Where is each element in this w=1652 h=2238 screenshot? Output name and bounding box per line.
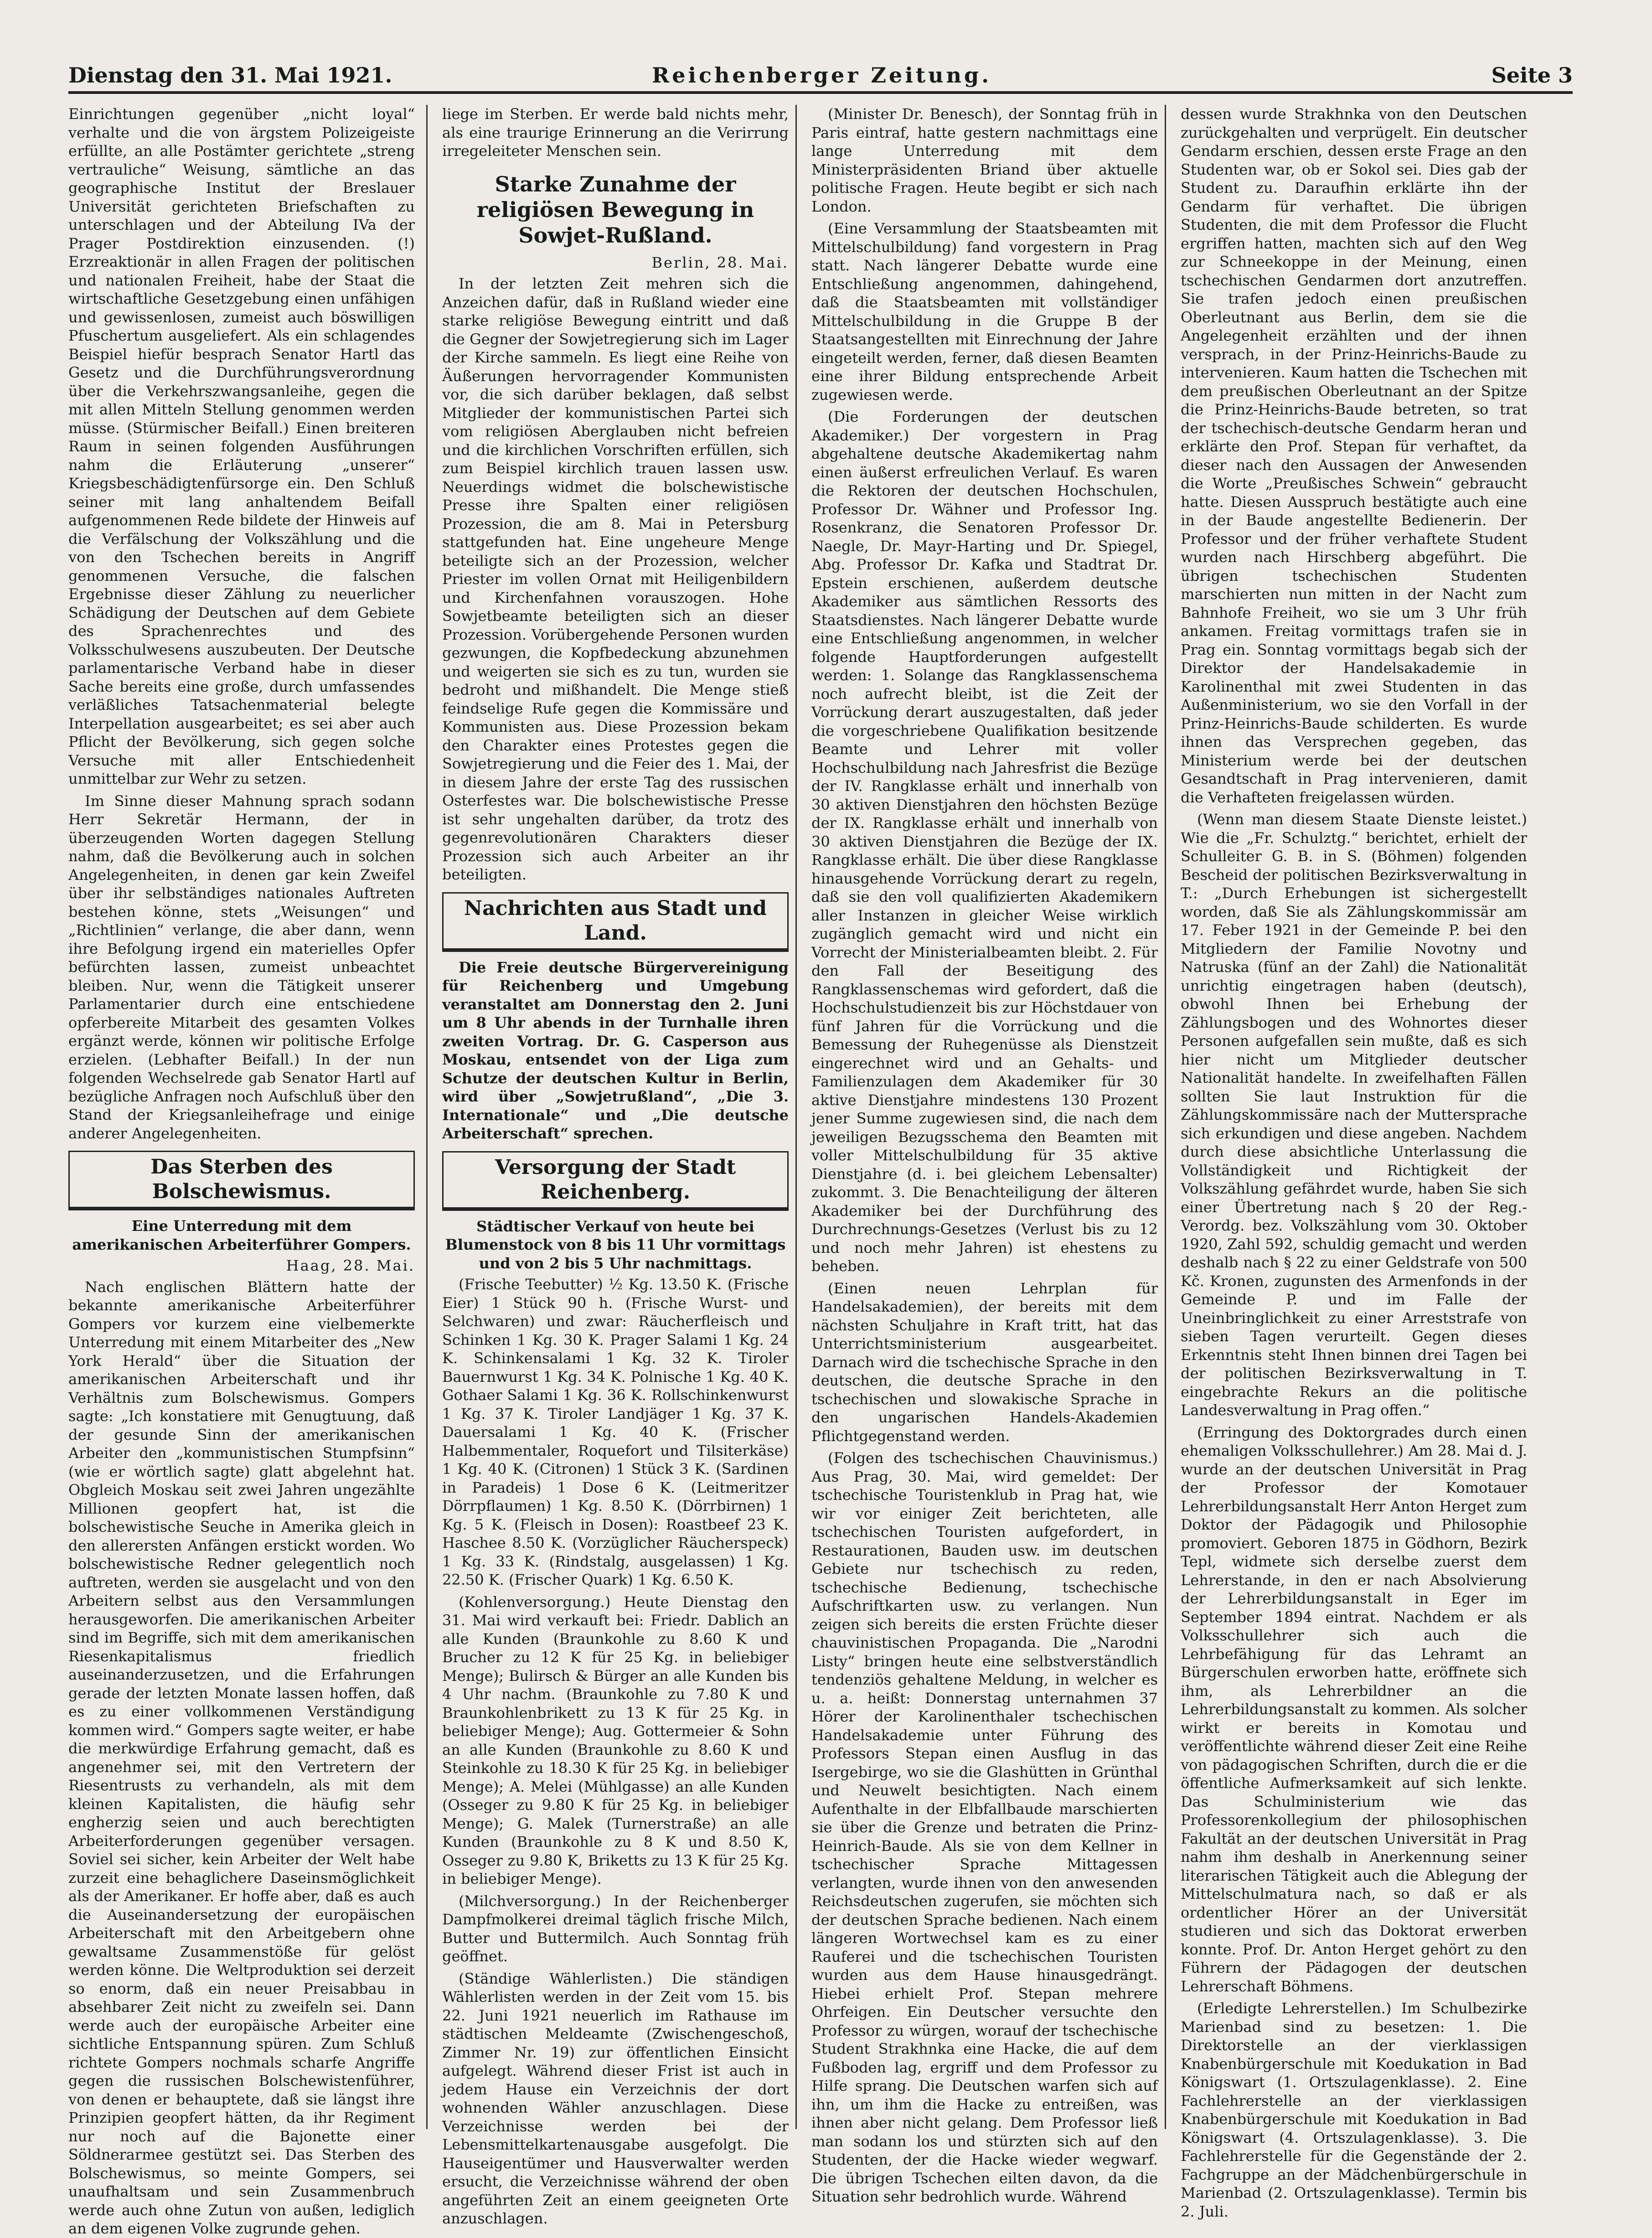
page-header — [68, 55, 1573, 94]
article-paragraph: Nach englischen Blättern hatte der bekannte amerikanische Arbeiterführer Gompers vor kurzem eine vielbemerkte Unterredung mit einem Mitarbeiter des „New York Herald“ über die Situation der amerikanischen Arbeiterschaft und ihr Verhältnis zum Bolschewismus. Gompers sagte: „Ich konstatiere mit Genugtuung, daß der gesunde Sinn der amerikanischen Arbeiter den „kommunistischen Stumpfsinn“ (wie er wörtlich sagte) glatt abgelehnt hat. Obgleich Moskau seit zwei Jahren ungezählte Millionen geopfert hat, ist die bolschewistische Seuche in Amerika gleich in den allerersten Anfängen erstickt worden. Wo bolschewistische Redner gelegentlich noch auftreten, werden sie ausgelacht und von den Arbeitern selbst aus den Versammlungen herausgeworfen. Die amerikanischen Arbeiter sind im Begriffe, sich mit dem amerikanischen Riesenkapitalismus friedlich auseinanderzusetzen, und die Erfahrungen gerade der letzten Monate lassen hoffen, daß es zu einer vollkommenen Verständigung kommen wird.“ Gompers sagte weiter, er habe die merkwürdige Erfahrung gemacht, daß es angenehmer sei, mit den Vertretern der Riesentrusts zu verhandeln, als mit dem kleinen Kapitalisten, die häufig sehr engherzig seien und auch berechtigten Arbeiterforderungen gegenüber versagen. Soviel sei sicher, kein Arbeiter der Welt habe zurzeit eine behaglichere Daseinsmöglichkeit als der Amerikaner. Er hoffe aber, daß es auch die Auseinandersetzung der europäischen Arbeiterschaft mit den Arbeitgebern ohne gewaltsame Zusammenstöße für gelöst werden könne. Die Weltproduktion sei derzeit so enorm, daß ein neuer Preisabbau in absehbarer Zeit nicht zu zweifeln sei. Dann werde auch der europäische Arbeiter eine sichtliche Entspannung spüren. Zum Schluß richtete Gompers nochmals scharfe Angriffe gegen die russischen Bolschewistenführer, von denen er behauptete, daß sie längst ihre Prinzipien geopfert hätten, da ihr Regiment nur noch auf die Bajonette einer Söldnerarmee gestützt sei. Das Sterben des Bolschewismus, so meinte Gompers, sei unaufhaltsam und sein Zusammenbruch werde auch ohne Zutun von außen, lediglich an dem eigenen Volke zugrunde gehen. — [68, 1278, 415, 2237]
article-paragraph: (Einen neuen Lehrplan für Handelsakademien), der bereits mit dem nächsten Schuljahre in Kraft tritt, hat das Unterrichtsministerium ausgearbeitet. Darnach wird die tschechische Sprache in den deutschen, die deutsche Sprache in den tschechischen und slowakische Sprache in den ungarischen Handels-Akademien Pflichtgegenstand werden. — [811, 1279, 1158, 1445]
dateline: Haag, 28. Mai. — [286, 1257, 415, 1274]
section-heading: Das Sterben des Bolschewismus. — [68, 1151, 415, 1210]
article-subheading: Städtischer Verkauf von heute bei Blumenstock von 8 bis 11 Uhr vormittags und von 2 bis 5 Uhr nachmittags. — [445, 1217, 786, 1272]
article-paragraph: dessen wurde Strakhnka von den Deutschen zurückgehalten und verprügelt. Ein deutscher Gendarm erschien, dessen erste Frage an den Studenten war, ob er Sokol sei. Dies gab der Student zu. Daraufhin erklärte ihn der Gendarm für verhaftet. Die übrigen Studenten, die mit dem Professor die Flucht ergriffen hatten, machten sich auf den Weg zur Schneekoppe in der Meinung, einen tschechischen Gendarmen dort anzutreffen. Sie trafen jedoch einen preußischen Oberleutnant aus Berlin, dem sie die Angelegenheit erzählten und der ihnen versprach, in der Prinz-Heinrichs-Baude zu intervenieren. Kaum hatten die Tschechen mit dem preußischen Oberleutnant an der Spitze die Prinz-Heinrichs-Baude betreten, so trat der tschechisch-deutsche Gendarm heran und erklärte den Prof. Stepan für verhaftet, da dieser nach den Aussagen der Anwesenden die Worte „Preußisches Schwein“ gebraucht hatte. Diesen Ausspruch bestätigte auch eine in der Baude angestellte Bedienerin. Der Professor und der früher verhaftete Student wurden nach Hirschberg abgeführt. Die übrigen tschechischen Studenten marschierten nun mitten in der Nacht zum Bahnhofe Freiheit, wo sie um 3 Uhr früh ankamen. Freitag vormittags trafen sie in Prag ein. Sonntag vormittags begab sich der Direktor der Handelsakademie in Karolinenthal mit zwei Studenten in das Außenministerium, wo sie den Vorfall in der Prinz-Heinrichs-Baude schilderten. Es wurde ihnen das Versprechen gegeben, das Ministerium werde bei der deutschen Gesandtschaft in Prag intervenieren, damit die Verhafteten freigelassen würden. — [1181, 105, 1527, 806]
page-number: Seite 3 — [1491, 63, 1573, 88]
column-divider — [426, 105, 428, 2129]
dateline: Berlin, 28. Mai. — [651, 253, 789, 271]
article-paragraph: (Wenn man diesem Staate Dienste leistet.) Wie die „Fr. Schulztg.“ berichtet, erhielt der Schulleiter G. B. in S. (Böhmen) folgenden Bescheid der politischen Bezirksverwaltung in T.: „Durch Erhebungen ist sichergestellt worden, daß Sie als Zählungskommissär am 17. Feber 1921 in der Gemeinde P. bei den Mitgliedern der Familie Novotny und Natruska (fünf an der Zahl) die Nationalität unrichtig eingetragen haben (deutsch), obwohl Ihnen bei Erhebung der Zählungsbogen und des Wohnortes dieser Personen aufgefallen sein mußte, daß es sich hier nicht um Mitglieder deutscher Nationalität handelte. In zweifelhaften Fällen sollten Sie laut Instruktion für die Zählungskommissäre nach der Muttersprache sich erkundigen und diese angeben. Nachdem durch diese absichtliche Unterlassung die Vollständigkeit und Richtigkeit der Volkszählung gefährdet wurde, haben Sie sich einer Übertretung nach § 20 der Reg.-Verordg. bez. Volkszählung vom 30. Oktober 1920, Zahl 592, schuldig gemacht und werden deshalb nach § 22 zu einer Geldstrafe von 500 Kč. Kronen, zugunsten des Armenfonds in der Gemeinde P. und im Falle der Uneinbringlichkeit zu einer Arreststrafe von sieben Tagen verurteilt. Gegen dieses Erkenntnis steht Ihnen binnen drei Tagen bei der politischen Bezirksverwaltung in T. eingebrachte Rekurs an die politische Landesverwaltung in Prag offen.“ — [1181, 811, 1527, 1419]
section-heading: Versorgung der Stadt Reichenberg. — [442, 1151, 789, 1211]
article-paragraph: (Folgen des tschechischen Chauvinismus.) Aus Prag, 30. Mai, wird gemeldet: Der tschechische Touristenklub in Prag hat, wie wir vor einiger Zeit berichteten, alle tschechischen Touristen aufgefordert, in Restaurationen, Bauden usw. im deutschen Gebiete nur tschechisch zu reden, tschechische Bedienung, tschechische Aufschriftkarten usw. zu verlangen. Nun zeigen sich bereits die ersten Früchte dieser chauvinistischen Propaganda. Die „Narodni Listy“ bringen heute eine selbstverständlich tendenziös gehaltene Meldung, in welcher es u. a. heißt: Donnerstag unternahmen 37 Hörer der Karolinenthaler tschechischen Handelsakademie unter Führung des Professors Stepan einen Ausflug in das Isergebirge, wo sie die Glashütten in Grünthal und Neuwelt besichtigten. Nach einem Aufenthalte in der Elbfallbaude marschierten sie über die Grenze und betraten die Prinz-Heinrich-Baude. Als sie von dem Kellner in tschechischer Sprache Mittagessen verlangten, wurde ihnen von den anwesenden Reichsdeutschen zugerufen, sie möchten sich der deutschen Sprache bedienen. Nach einem längeren Wortwechsel kam es zu einer Rauferei und die tschechischen Touristen wurden aus dem Hause hinausgedrängt. Hiebei erhielt Prof. Stepan mehrere Ohrfeigen. Ein Deutscher versuchte den Professor zu würgen, worauf der tschechische Student Strakhnka eine Hacke, die auf dem Fußboden lag, ergriff und dem Professor zu Hilfe sprang. Die Deutschen warfen sich auf ihn, um ihm die Hacke zu entreißen, was ihnen aber nicht gelang. Dem Professor ließ man sodann los und stürzten sich auf den Studenten, der die Hacke wieder wegwarf. Die übrigen Tschechen eilten davon, da die Situation sehr bedrohlich wurde. Während — [811, 1449, 1158, 2205]
article-paragraph: (Frische Teebutter) ½ Kg. 13.50 K. (Frische Eier) 1 Stück 90 h. (Frische Wurst- und Selchwaren) und zwar: Räucherfleisch und Schinken 1 Kg. 30 K. Prager Salami 1 Kg. 24 K. Schinkensalami 1 Kg. 32 K. Tiroler Bauernwurst 1 Kg. 34 K. Polnische 1 Kg. 40 K. Gothaer Salami 1 Kg. 36 K. Rollschinkenwurst 1 Kg. 37 K. Tiroler Landjäger 1 Kg. 37 K. Dauersalami 1 Kg. 40 K. (Frischer Halbemmentaler, Roquefort und Tilsiterkäse) 1 Kg. 40 K. (Citronen) 1 Stück 3 K. (Sardinen in Paradeis) 1 Dose 6 K. (Leitmeritzer Dörrpflaumen) 1 Kg. 8.50 K. (Dörrbirnen) 1 Kg. 5 K. (Fleisch in Dosen): Roastbeef 23 K. Haschee 8.50 K. (Vorzüglicher Räucherspeck) 1 Kg. 33 K. (Rindstalg, ausgelassen) 1 Kg. 22.50 K. (Frischer Quark) 1 Kg. 6.50 K. — [442, 1276, 789, 1588]
article-paragraph: (Die Forderungen der deutschen Akademiker.) Der vorgestern in Prag abgehaltene deutsche Akademikertag nahm einen äußerst erfreulichen Verlauf. Es waren die Rektoren der deutschen Hochschulen, Professor Dr. Wähner und Professor Ing. Rosenkranz, die Senatoren Professor Dr. Naegle, Dr. Mayr-Harting und Dr. Spiegel, Abg. Professor Dr. Kafka und Stadtrat Dr. Epstein erschienen, außerdem deutsche Akademiker aus sämtlichen Ressorts des Staatsdienstes. Nach längerer Debatte wurde eine Entschließung angenommen, in welcher folgende Hauptforderungen aufgestellt werden: 1. Solange das Rangklassenschema noch aufrecht bleibt, ist die Zeit der Vorrückung derart auszugestalten, daß jeder die vorgeschriebene Qualifikation besitzende Beamte und Lehrer mit voller Hochschulbildung nach Jahresfrist die Bezüge der IV. Rangklasse erhält und innerhalb von 30 aktiven Dienstjahren den höchsten Bezüge der IX. Rangklasse erhält und innerhalb von 30 aktiven Dienstjahren die Bezüge der IX. Rangklasse erhält. Die über diese Rangklasse hinausgehende Vorrückung derart zu regeln, daß sie den voll qualifizierten Akademikern aller Instanzen in gleicher Weise wirklich zugänglich gemacht wird und nicht ein Vorrecht der Ministerialbeamten bleibt. 2. Für den Fall der Beseitigung des Rangklassenschemas wird gefordert, daß die Hochschulstudienzeit bis zur Höchstdauer von fünf Jahren für die Vorrückung und die Bemessung der Ruhegenüsse als Dienstzeit eingerechnet wird und an Gehalts- und Familienzulagen dem Akademiker für 30 aktive Dienstjahre mindestens 130 Prozent jener Summe zugewiesen sind, die nach dem jeweiligen Bezugsschema den Beamten mit voller Mittelschulbildung für 35 aktive Dienstjahre (d. i. bei gleichem Lebensalter) zukommt. 3. Die Benachteiligung der älteren Akademiker bei der Durchführung des Durchrechnungs-Gesetzes (Verlust bis zu 12 und noch mehr Jahren) ist ehestens zu beheben. — [811, 408, 1158, 1275]
column-1 — [68, 105, 415, 2237]
article-paragraph: Die Freie deutsche Bürgervereinigung für Reichenberg und Umgebung veranstaltet am Donnerstag den 2. Juni um 8 Uhr abends in der Turnhalle ihren zweiten Vortrag. Dr. G. Casperson aus Moskau, entsendet von der Liga zum Schutze der deutschen Kultur in Berlin, wird über „Sowjetrußland“, „Die 3. Internationale“ und „Die deutsche Arbeiterschaft“ sprechen. — [442, 958, 789, 1142]
article-paragraph: (Milchversorgung.) In der Reichenberger Dampfmolkerei dreimal täglich frische Milch, Butter und Buttermilch. Auch Sonntag früh geöffnet. — [442, 1892, 789, 1965]
article-paragraph: Einrichtungen gegenüber „nicht loyal“ verhalte und die von ärgstem Polizeigeiste erfüllte, an alle Postämter gerichtete „streng vertrauliche“ Weisung, sämtliche an das geographische Institut der Breslauer Universität gerichteten Briefschaften zu unterschlagen und der Abteilung IVa der Prager Postdirektion einzusenden. (!) Erzreaktionär in allen Fragen der politischen und nationalen Freiheit, habe der Staat die wirtschaftliche Gesetzgebung einen unfähigen und gewissenlosen, zumeist auch böswilligen Pfuschertum ausgeliefert. Als ein schlagendes Beispiel hiefür besprach Senator Hartl das Gesetz und die Durchführungsverordnung über die Verkehrszwangsanleihe, gegen die mit allen Mitteln Stellung genommen werden müsse. (Stürmischer Beifall.) Einen breiteren Raum in seinen folgenden Ausführungen nahm die Erläuterung „unserer“ Kriegsbeschädigtenfürsorge ein. Den Schluß seiner mit lang anhaltendem Beifall aufgenommenen Rede bildete der Hinweis auf die Verfälschung der Volkszählung und die von den Tschechen bereits in Angriff genommenen Versuche, die falschen Ergebnisse dieser Zählung zu neuerlicher Schädigung der Deutschen auf dem Gebiete des Sprachenrechtes und des Volksschulwesens auszubeuten. Der Deutsche parlamentarische Verband habe in dieser Sache bereits eine große, durch umfassendes verläßliches Tatsachenmaterial belegte Interpellation ausgearbeitet; es sei aber auch Pflicht der Bevölkerung, sich gegen solche Versuche mit aller Entschiedenheit unmittelbar zur Wehr zu setzen. — [68, 105, 415, 787]
article-paragraph: In der letzten Zeit mehren sich die Anzeichen dafür, daß in Rußland wieder eine starke religiöse Bewegung eintritt und daß die Gegner der Sowjetregierung sich im Lager der Kirche sammeln. Es liegt eine Reihe von Äußerungen hervorragender Kommunisten vor, die sich darüber beklagen, daß selbst Mitglieder der kommunistischen Partei sich vom religiösen Aberglauben nicht befreien und die kirchlichen Vorschriften erfüllen, sich zum Beispiel kirchlich trauen lassen usw. Neuerdings widmet die bolschewistische Presse ihre Spalten einer religiösen Prozession, die am 8. Mai in Petersburg stattgefunden hat. Eine ungeheure Menge beteiligte sich an der Prozession, welcher Priester im vollen Ornat mit Heiligenbildern und Kirchenfahnen vorauszogen. Hohe Sowjetbeamte beteiligten sich an dieser Prozession. Vorübergehende Personen wurden gezwungen, die Kopfbedeckung abzunehmen und weigerten sie sich es zu tun, wurden sie bedroht und mißhandelt. Die Menge stieß feindselige Rufe gegen die Kommissäre und Kommunisten aus. Diese Prozession bekam den Charakter eines Protestes gegen die Sowjetregierung und die Feier des 1. Mai, der in diesem Jahre der erste Tag des russischen Osterfestes war. Die bolschewistische Presse ist sehr ungehalten darüber, da trotz des gegenrevolutionären Charakters dieser Prozession sich auch Arbeiter an ihr beteiligten. — [442, 275, 789, 883]
issue-date: Dienstag den 31. Mai 1921. — [68, 63, 392, 88]
article-paragraph: (Eine Versammlung der Staatsbeamten mit Mittelschulbildung) fand vorgestern in Prag statt. Nach längerer Debatte wurde eine Entschließung angenommen, dahingehend, daß die Staatsbeamten mit vollständiger Mittelschulbildung in die Gruppe B der Staatsangestellten mit Einrechnung der Jahre eingeteilt werden, ferner, daß diesen Beamten eine ihrer Bildung entsprechende Arbeit zugewiesen werde. — [811, 220, 1158, 403]
article-paragraph: (Kohlenversorgung.) Heute Dienstag den 31. Mai wird verkauft bei: Friedr. Dablich an alle Kunden (Braunkohle zu 8.60 K und Brucher zu 12 K für 25 Kg. in beliebiger Menge); Bulirsch & Bürger an alle Kunden bis 4 Uhr nachm. (Braunkohle zu 7.80 K und Braunkohlenbrikett zu 13 K für 25 Kg. in beliebiger Menge); Aug. Gottermeier & Sohn an alle Kunden (Braunkohle zu 8.60 K und Steinkohle zu 18.30 K für 25 Kg. in beliebiger Menge); A. Melei (Mühlgasse) an alle Kunden (Osseger zu 9.80 K für 25 Kg. in beliebiger Menge); G. Malek (Turnerstraße) an alle Kunden (Braunkohle zu 8 K und 8.50 K, Osseger zu 9.80 K, Briketts zu 13 K für 25 Kg. in beliebiger Menge). — [442, 1593, 789, 1887]
article-subheading: Eine Unterredung mit dem amerikanischen Arbeiterführer Gompers. — [72, 1217, 411, 1253]
column-divider — [795, 105, 797, 2129]
newspaper-title: Reichenberger Zeitung. — [652, 63, 992, 88]
article-paragraph: Im Sinne dieser Mahnung sprach sodann Herr Sekretär Hermann, der in überzeugenden Worten dagegen Stellung nahm, daß die Bevölkerung auch in solchen Angelegenheiten, in denen gar kein Zweifel über ihr selbständiges nationales Auftreten bestehen könne, stets „Weisungen“ und „Richtlinien“ verlange, die aber dann, wenn ihre Befolgung irgend ein materielles Opfer befürchten lassen, zumeist unbeachtet bleiben. Nur, wenn die Tätigkeit unserer Parlamentarier durch eine entschiedene opferbereite Mitarbeit des gesamten Volkes ergänzt werde, können wir politische Erfolge erzielen. (Lebhafter Beifall.) In der nun folgenden Wechselrede gab Senator Hartl auf bezügliche Anfragen noch Aufschluß über den Stand der Kriegsanleihefrage und einige anderer Angelegenheiten. — [68, 792, 415, 1142]
section-heading: Nachrichten aus Stadt und Land. — [442, 892, 789, 952]
column-divider — [1165, 105, 1166, 2129]
column-2 — [442, 105, 789, 2227]
column-4 — [1181, 105, 1527, 2220]
article-paragraph: (Minister Dr. Benesch), der Sonntag früh in Paris eintraf, hatte gestern nachmittags eine lange Unterredung mit dem Ministerpräsidenten Briand über aktuelle politische Fragen. Heute begibt er sich nach London. — [811, 105, 1158, 215]
article-paragraph: liege im Sterben. Er werde bald nichts mehr, als eine traurige Erinnerung an die Verirrung irregeleiteter Menschen sein. — [442, 105, 789, 160]
article-paragraph: (Erringung des Doktorgrades durch einen ehemaligen Volksschullehrer.) Am 28. Mai d. J. wurde an der deutschen Universität in Prag der Professor der Komotauer Lehrerbildungsanstalt Herr Anton Herget zum Doktor der Pädagogik und Philosophie promoviert. Geboren 1875 in Gödhorn, Bezirk Tepl, widmete sich derselbe zuerst dem Lehrerstande, in den er nach Absolvierung der Lehrerbildungsanstalt in Eger im September 1894 eintrat. Nachdem er als Volksschullehrer sich auch die Lehrbefähigung für das Lehramt an Bürgerschulen erworben hatte, eröffnete sich ihm, als Lehrerbildner an die Lehrerbildungsanstalt zu kommen. Als solcher wirkt er bereits in Komotau und veröffentlichte während dieser Zeit eine Reihe von pädagogischen Schriften, durch die er die öffentliche Aufmerksamkeit auf sich lenkte. Das Schulministerium wie das Professorenkollegium der philosophischen Fakultät an der deutschen Universität in Prag nahm ihm deshalb in Anerkennung seiner literarischen Tätigkeit auch die Ablegung der Mittelschulmatura nach, so daß er als ordentlicher Hörer an der Universität studieren und sich das Doktorat erwerben konnte. Prof. Dr. Anton Herget gehört zu den Führern der Pädagogen der deutschen Lehrerschaft Böhmens. — [1181, 1423, 1527, 1995]
article-paragraph: (Ständige Wählerlisten.) Die ständigen Wählerlisten werden in der Zeit vom 15. bis 22. Juni 1921 neuerlich im Rathause im städtischen Meldeamte (Zwischengeschoß, Zimmer Nr. 19) zur öffentlichen Einsicht aufgelegt. Während dieser Frist ist auch in jedem Hause ein Verzeichnis der dort wohnenden Wähler anzuschlagen. Diese Verzeichnisse werden bei der Lebensmittelkartenausgabe ausgefolgt. Die Hauseigentümer und Hausverwalter werden ersucht, die Verzeichnisse während der oben angeführten Zeit an einem geeigneten Orte anzuschlagen. — [442, 1969, 789, 2227]
column-3 — [811, 105, 1158, 2205]
article-paragraph: (Erledigte Lehrerstellen.) Im Schulbezirke Marienbad sind zu besetzen: 1. Die Direktorstelle an der vierklassigen Knabenbürgerschule mit Koedukation in Bad Königswart (1. Ortszulagenklasse). 2. Eine Fachlehrerstelle an der vierklassigen Knabenbürgerschule mit Koedukation in Bad Königswart (4. Ortszulagenklasse). 3. Die Fachlehrerstelle für die Gegenstände der 2. Fachgruppe an der Mädchenbürgerschule in Marienbad (2. Ortszulagenklasse). Termin bis 2. Juli. — [1181, 2000, 1527, 2220]
article-headline: Starke Zunahme der religiösen Bewegung in Sowjet-Rußland. — [476, 171, 754, 248]
